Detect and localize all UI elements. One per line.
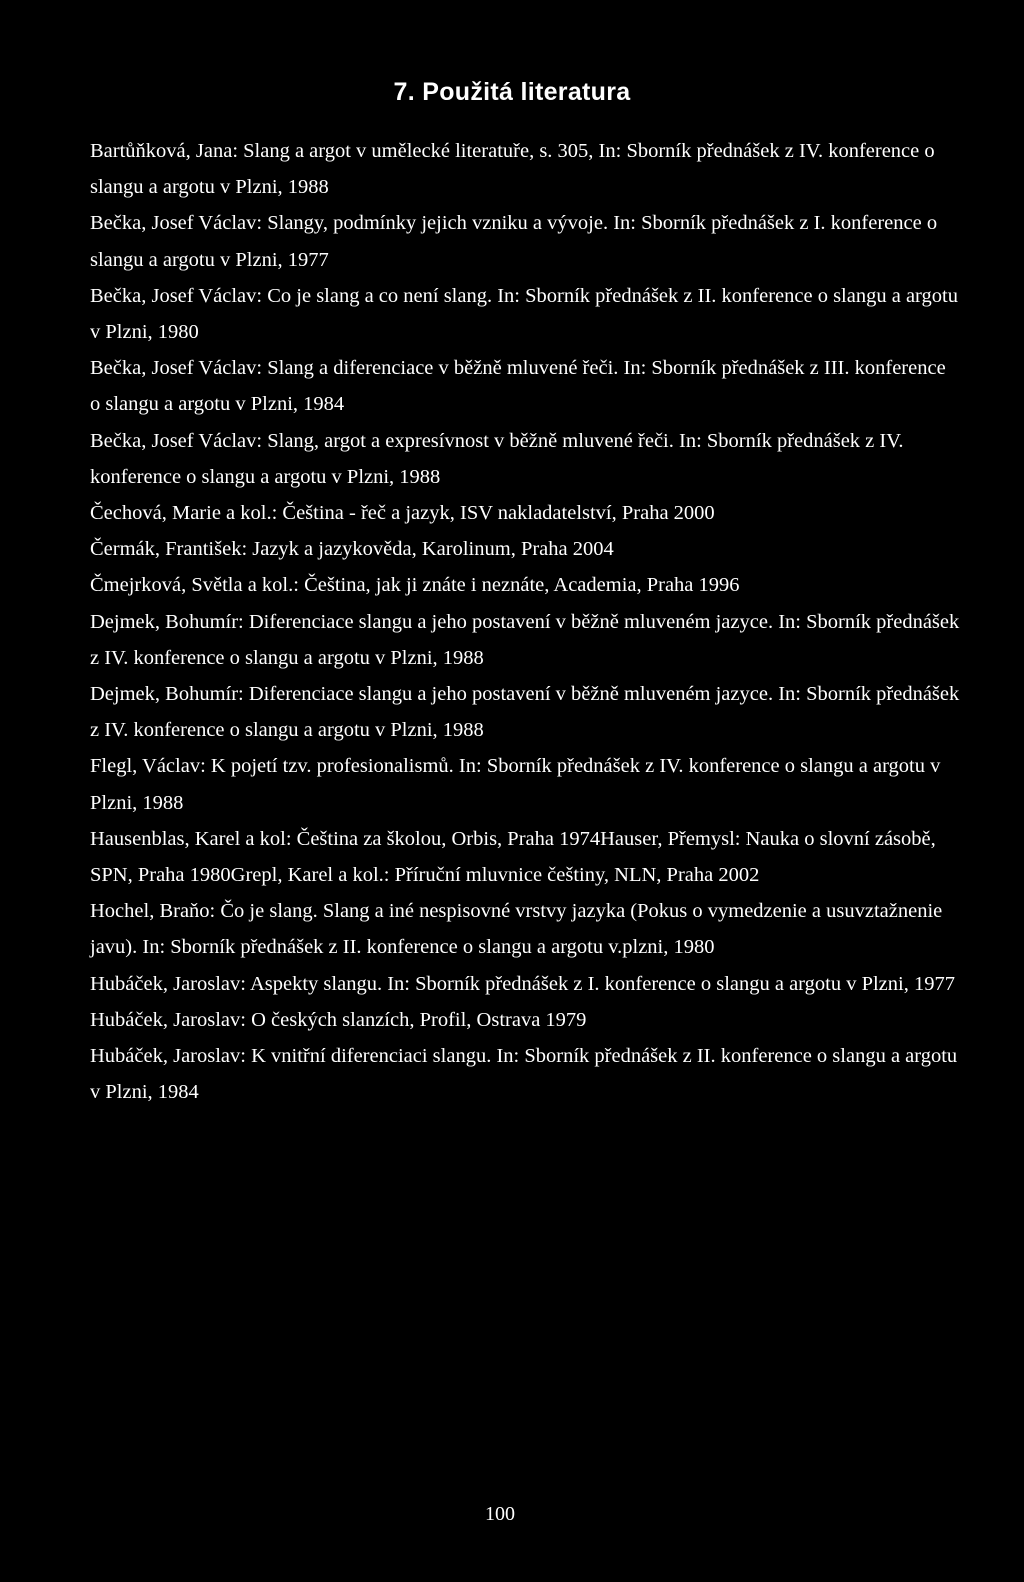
reference-entry: Bečka, Josef Václav: Slang a diferenciace v běžně mluvené řeči. In: Sborník přednášek z III. konference o slangu a argotu v Plzni, 1984 xyxy=(90,357,946,416)
reference-entry: Bečka, Josef Václav: Co je slang a co není slang. In: Sborník přednášek z II. konference o slangu a argotu v Plzni, 1980 xyxy=(90,284,958,344)
reference-entry: Hubáček, Jaroslav: Aspekty slangu. In: Sborník přednášek z I. konference o slangu a argotu v Plzni, 1977 xyxy=(90,972,955,995)
reference-entry: Bečka, Josef Václav: Slangy, podmínky jejich vzniku a vývoje. In: Sborník přednášek z I. konference o slangu a argotu v Plzni, 1977 xyxy=(90,212,938,271)
reference-entry: Hubáček, Jaroslav: O českých slanzích, Profil, Ostrava 1979 xyxy=(90,1008,587,1031)
reference-entry: Dejmek, Bohumír: Diferenciace slangu a jeho postavení v běžně mluveném jazyce. In: Sborník přednášek z IV. konference o slangu a argotu v Plzni, 1988 xyxy=(90,683,960,742)
reference-entry: Hausenblas, Karel a kol: Čeština za školou, Orbis, Praha 1974Hauser, Přemysl: Nauka o slovní zásobě, SPN, Praha 1980Grepl, Karel a kol.: Příruční mluvnice češtiny, NLN, Praha 2002 xyxy=(90,827,936,887)
reference-entry: Bartůňková, Jana: Slang a argot v umělecké literatuře, s. 305, In: Sborník přednášek z IV. konference o slangu a argotu v Plzni, 1988 xyxy=(90,140,935,199)
reference-entry: Čermák, František: Jazyk a jazykověda, Karolinum, Praha 2004 xyxy=(90,538,614,561)
reference-entry: Čechová, Marie a kol.: Čeština - řeč a jazyk, ISV nakladatelství, Praha 2000 xyxy=(90,502,715,525)
page-title: 7. Použitá literatura xyxy=(393,78,631,106)
reference-entry: Flegl, Václav: K pojetí tzv. profesionalismů. In: Sborník přednášek z IV. konference o slangu a argotu v Plzni, 1988 xyxy=(90,755,941,814)
page-number: 100 xyxy=(485,1503,515,1525)
reference-entry: Dejmek, Bohumír: Diferenciace slangu a jeho postavení v běžně mluveném jazyce. In: Sborník přednášek z IV. konference o slangu a argotu v Plzni, 1988 xyxy=(90,610,960,669)
reference-entry: Hubáček, Jaroslav: K vnitřní diferenciaci slangu. In: Sborník přednášek z II. konference o slangu a argotu v Plzni, 1984 xyxy=(90,1045,958,1104)
reference-entry: Bečka, Josef Václav: Slang, argot a expresívnost v běžně mluvené řeči. In: Sborník přednášek z IV. konference o slangu a argotu v Plzni, 1988 xyxy=(90,429,904,488)
reference-entry: Čmejrková, Světla a kol.: Čeština, jak ji znáte i neznáte, Academia, Praha 1996 xyxy=(90,574,740,597)
reference-entry: Hochel, Braňo: Čo je slang. Slang a iné nespisovné vrstvy jazyka (Pokus o vymedzenie a usuvztažnenie javu). In: Sborník přednášek z II. konference o slangu a argotu v.plzni, 1980 xyxy=(90,900,943,959)
reference-list xyxy=(90,133,960,1110)
